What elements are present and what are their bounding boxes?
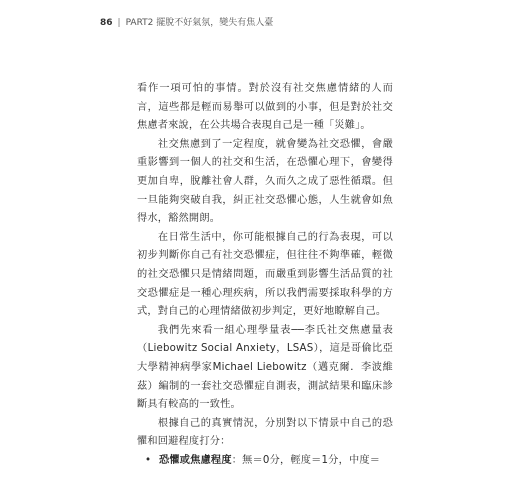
- paragraph: 在日常生活中，你可能根據自己的行為表現，可以初步判斷你自己有社交恐懼症，但往往不夠準確，輕微的社交恐懼只是情緒問題，而嚴重到影響生活品質的社交恐懼症是一種心理疾病，所以我們需要採取科學的方式，對自己的心理情緒做初步判定，更好地瞭解自己。: [137, 231, 393, 318]
- bullet-text: ：無＝0分，輕度＝1分，中度＝: [231, 454, 381, 466]
- body-text: [137, 80, 393, 470]
- page-number: 86: [100, 18, 113, 28]
- bullet-item: [137, 452, 393, 471]
- running-header: [100, 15, 273, 28]
- section-title: PART2 擺脫不好氣氛，變失有焦人臺: [125, 18, 274, 28]
- paragraph: 社交焦慮到了一定程度，就會變為社交恐懼，會嚴重影響到一個人的社交和生活，在恐懼心理下，會變得更加自卑，脫離社會人群，久而久之成了惡性循環。但一旦能夠突破自我，糾正社交恐懼心態，人生就會如魚得水，豁然開朗。: [137, 138, 393, 225]
- bullet-term: 恐懼或焦慮程度: [159, 454, 232, 466]
- header-separator: |: [117, 18, 121, 28]
- paragraph: 我們先來看一組心理學量表──李氏社交焦慮量表（Liebowitz Social Anxiety，LSAS），這是哥倫比亞大學精神病學家Michael Liebowitz（邁克爾．李波維茲）編制的一套社交恐懼症自測表，測試結果和臨床診斷具有較高的一致性。: [137, 324, 393, 411]
- paragraph: 根據自己的真實情況，分別對以下情景中自己的恐懼和回避程度打分：: [137, 417, 393, 448]
- bullet-marker: •: [145, 454, 152, 466]
- paragraph: 看作一項可怕的事情。對於沒有社交焦慮情緒的人而言，這些都是輕而易舉可以做到的小事，但是對於社交焦慮者來說，在公共場合表現自己是一種「災難」。: [137, 83, 393, 132]
